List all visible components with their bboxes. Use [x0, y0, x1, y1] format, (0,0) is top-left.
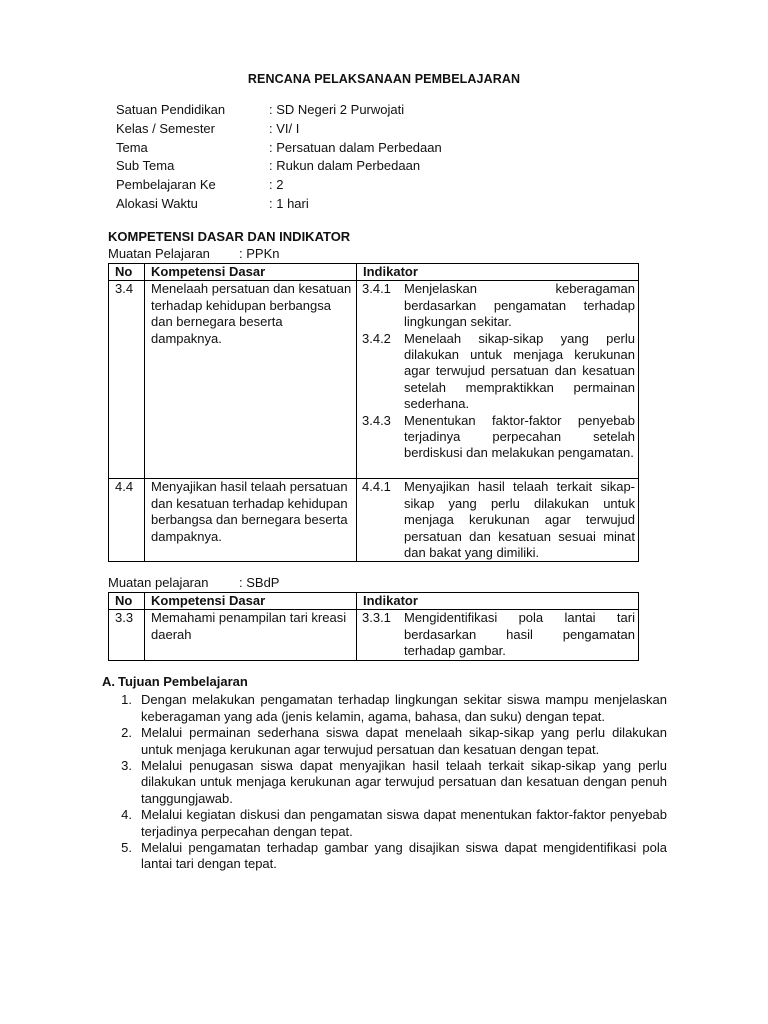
row-kd: Menyajikan hasil telaah persatuan dan kesatuan terhadap kehidupan berbangsa dan bernegara beserta dampaknya. [145, 479, 357, 562]
item-number: 1. [121, 692, 132, 708]
muatan-sbdp [108, 575, 279, 591]
identity-label: Alokasi Waktu [116, 195, 198, 211]
row-kd: Memahami penampilan tari kreasi daerah [145, 610, 357, 660]
identity-value: : 1 hari [269, 195, 309, 211]
row-indikator [357, 610, 639, 660]
identity-label: Tema [116, 139, 148, 155]
header-no: No [109, 593, 145, 610]
header-indikator: Indikator [357, 264, 639, 281]
section-tujuan-pembelajaran [102, 674, 667, 873]
section-heading [102, 674, 667, 690]
table-row [109, 610, 639, 660]
indicator-item [362, 413, 635, 462]
identity-value: : SD Negeri 2 Purwojati [269, 102, 405, 117]
table-row [109, 281, 639, 479]
list-item [102, 692, 667, 725]
header-indikator: Indikator [357, 593, 639, 610]
indicator-item [362, 610, 635, 659]
identity-row [116, 101, 442, 120]
identity-value: : Persatuan dalam Perbedaan [269, 139, 442, 155]
item-text: Dengan melakukan pengamatan terhadap lingkungan sekitar siswa mampu menjelaskan keberagaman yang ada (jenis kelamin, agama, bahasa, dan suku) dengan tepat. [141, 692, 667, 724]
list-item [102, 807, 667, 840]
indicator-text: Mengidentifikasi pola lantai tari berdasarkan hasil pengamatan terhadap gambar. [404, 610, 635, 659]
kd-table-sbdp [108, 592, 639, 661]
identity-label: Satuan Pendidikan [116, 102, 226, 117]
identity-row [116, 139, 442, 158]
table-header-row [109, 264, 639, 281]
indicator-text: Menelaah sikap-sikap yang perlu dilakukan untuk menjaga kerukunan agar terwujud persatuan dan kesatuan setelah mempraktikkan permainan sederhana. [404, 330, 635, 412]
row-no: 3.3 [109, 610, 145, 660]
item-number: 5. [121, 840, 132, 856]
identity-block [116, 101, 442, 214]
muatan-ppkn [108, 246, 279, 262]
table-row [109, 479, 639, 562]
identity-value: : Rukun dalam Perbedaan [269, 158, 421, 174]
item-number: 3. [121, 758, 132, 774]
section-title: Tujuan Pembelajaran [118, 674, 248, 689]
header-kd: Kompetensi Dasar [145, 593, 357, 610]
item-number: 2. [121, 725, 132, 741]
indicator-text: Menyajikan hasil telaah terkait sikap-sikap yang perlu dilakukan untuk menjaga kerukunan agar terwujud persatuan dan kesatuan sesuai minat dan bakat yang dimiliki. [404, 479, 635, 561]
muatan-value: : PPKn [239, 246, 280, 261]
row-indikator [357, 281, 639, 479]
indicator-text: Menjelaskan keberagaman berdasarkan pengamatan terhadap lingkungan sekitar. [404, 281, 635, 330]
header-no: No [109, 264, 145, 281]
kd-heading: KOMPETENSI DASAR DAN INDIKATOR [108, 229, 351, 244]
identity-row [116, 195, 442, 214]
identity-value: : VI/ I [269, 120, 300, 136]
identity-value: : 2 [269, 177, 284, 193]
list-item [102, 725, 667, 758]
muatan-value: : SBdP [239, 575, 280, 590]
row-no: 3.4 [109, 281, 145, 479]
indicator-item [362, 281, 635, 330]
indicator-item [362, 331, 635, 413]
section-letter: A. [102, 674, 115, 689]
table-header-row [109, 593, 639, 610]
identity-label: Sub Tema [116, 158, 175, 174]
identity-label: Pembelajaran Ke [116, 177, 216, 193]
list-item [102, 840, 667, 873]
indicator-number: 3.4.2 [362, 330, 391, 346]
list-item [102, 758, 667, 807]
identity-label: Kelas / Semester [116, 120, 215, 136]
document-title: RENCANA PELAKSANAAN PEMBELAJARAN [247, 72, 521, 86]
item-number: 4. [121, 807, 132, 823]
item-text: Melalui permainan sederhana siswa dapat menelaah sikap-sikap yang perlu dilakukan untuk menjaga kerukunan agar terwujud persatuan dan kesatuan dengan tepat. [141, 725, 667, 757]
indicator-text: Menentukan faktor-faktor penyebab terjadinya perpecahan setelah berdiskusi dan melakukan pengamatan. [404, 412, 635, 461]
muatan-label: Muatan Pelajaran [108, 246, 210, 261]
header-kd: Kompetensi Dasar [145, 264, 357, 281]
indicator-number: 3.4.1 [362, 281, 391, 297]
muatan-label: Muatan pelajaran [108, 575, 209, 590]
identity-row [116, 120, 442, 139]
item-text: Melalui kegiatan diskusi dan pengamatan siswa dapat menentukan faktor-faktor penyebab terjadinya perpecahan dengan tepat. [141, 807, 667, 839]
identity-row [116, 157, 442, 176]
goals-list [102, 692, 667, 872]
indicator-number: 4.4.1 [362, 479, 391, 495]
identity-row [116, 176, 442, 195]
row-no: 4.4 [109, 479, 145, 562]
indicator-number: 3.3.1 [362, 610, 391, 626]
indicator-item [362, 479, 635, 561]
item-text: Melalui pengamatan terhadap gambar yang disajikan siswa dapat mengidentifikasi pola lantai tari dengan tepat. [141, 840, 667, 872]
kd-table-ppkn [108, 263, 639, 562]
indicator-number: 3.4.3 [362, 412, 391, 428]
row-kd: Menelaah persatuan dan kesatuan terhadap kehidupan berbangsa dan bernegara beserta dampaknya. [145, 281, 357, 479]
row-indikator [357, 479, 639, 562]
item-text: Melalui penugasan siswa dapat menyajikan hasil telaah terkait sikap-sikap yang perlu dilakukan untuk menjaga kerukunan agar terwujud persatuan dan kesatuan dengan penuh tanggungjawab. [141, 758, 667, 806]
